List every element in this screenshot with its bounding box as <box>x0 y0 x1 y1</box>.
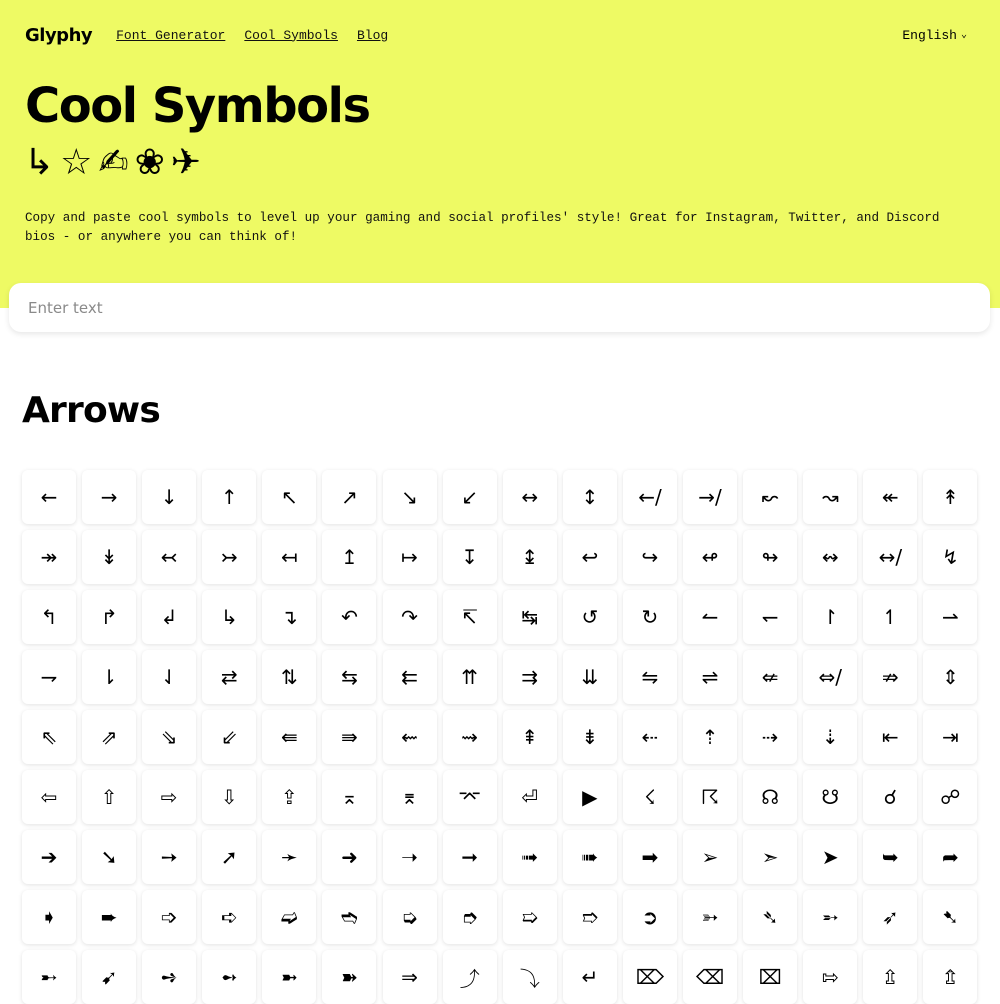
symbol-cell[interactable]: ☋ <box>803 770 857 824</box>
symbol-cell[interactable]: ➬ <box>322 890 376 944</box>
symbol-cell[interactable]: ➔ <box>22 830 76 884</box>
symbol-cell[interactable]: ↲ <box>142 590 196 644</box>
symbol-cell[interactable]: ↻ <box>623 590 677 644</box>
symbol-cell[interactable]: ➼ <box>262 950 316 1004</box>
symbol-cell[interactable]: ⇫ <box>863 950 917 1004</box>
page-description: Copy and paste cool symbols to level up your gaming and social profiles' style! Great for Instagram, Twitter, and Discord bios - or anywhere you can think of! <box>25 211 940 244</box>
symbol-cell[interactable]: ⇁ <box>22 650 76 704</box>
symbol-cell[interactable]: ➦ <box>923 830 977 884</box>
symbol-cell[interactable]: ⇘ <box>142 710 196 764</box>
symbol-cell[interactable]: ↔ <box>503 470 557 524</box>
symbol-cell[interactable]: ⇞ <box>503 710 557 764</box>
symbol-cell[interactable]: ⇄ <box>202 650 256 704</box>
symbol-cell[interactable]: ☊ <box>743 770 797 824</box>
symbol-cell[interactable]: ⇇ <box>383 650 437 704</box>
symbol-cell[interactable]: ↡ <box>82 530 136 584</box>
symbol-cell[interactable]: ➚ <box>202 830 256 884</box>
search-box <box>9 283 990 332</box>
top-nav <box>25 22 967 48</box>
symbol-cell[interactable]: ↕ <box>563 470 617 524</box>
symbol-cell[interactable]: ➠ <box>563 830 617 884</box>
symbol-cell[interactable]: ➵ <box>803 890 857 944</box>
symbol-cell[interactable]: ↦ <box>383 530 437 584</box>
symbol-cell[interactable]: ↧ <box>443 530 497 584</box>
symbol-cell[interactable]: ☇ <box>623 770 677 824</box>
symbol-cell[interactable]: ➽ <box>322 950 376 1004</box>
symbol-cell[interactable]: ⇏ <box>863 650 917 704</box>
symbol-cell[interactable]: ⌅ <box>322 770 376 824</box>
symbol-cell[interactable]: ⌧ <box>743 950 797 1004</box>
symbol-cell[interactable]: ↫ <box>683 530 737 584</box>
symbol-cell[interactable]: ↘ <box>383 470 437 524</box>
symbol-cell[interactable]: ⏎ <box>503 770 557 824</box>
symbol-cell[interactable]: ↿ <box>863 590 917 644</box>
chevron-down-icon: ⌄ <box>960 30 967 41</box>
symbol-cell[interactable]: ← <box>22 470 76 524</box>
symbol-cell[interactable]: ➮ <box>443 890 497 944</box>
nav-link-blog[interactable]: Blog <box>356 27 389 43</box>
symbol-cell[interactable]: ⇋ <box>623 650 677 704</box>
symbol-cell[interactable]: ⇪ <box>262 770 316 824</box>
symbol-cell[interactable]: ➩ <box>142 890 196 944</box>
symbol-cell[interactable]: ➙ <box>142 830 196 884</box>
symbol-grid <box>22 470 977 1004</box>
symbol-cell[interactable]: ↶ <box>322 590 376 644</box>
symbol-cell[interactable]: ↸ <box>443 590 497 644</box>
symbol-cell[interactable]: ⇜ <box>383 710 437 764</box>
symbol-cell[interactable]: ☍ <box>923 770 977 824</box>
symbol-cell[interactable]: ➫ <box>262 890 316 944</box>
logo[interactable]: Glyphy <box>25 24 93 46</box>
symbol-cell[interactable]: ⌆ <box>383 770 437 824</box>
symbol-cell[interactable]: ⇰ <box>803 950 857 1004</box>
symbol-cell[interactable]: ↨ <box>503 530 557 584</box>
symbol-cell[interactable]: ➣ <box>743 830 797 884</box>
symbol-cell[interactable]: ⤴ <box>443 950 497 1004</box>
symbol-cell[interactable]: ⇡ <box>683 710 737 764</box>
symbol-cell[interactable]: ⇬ <box>923 950 977 1004</box>
symbol-cell[interactable]: ☈ <box>683 770 737 824</box>
symbol-cell[interactable]: ➝ <box>383 830 437 884</box>
symbol-cell[interactable]: ➞ <box>443 830 497 884</box>
symbol-cell[interactable]: ➟ <box>503 830 557 884</box>
symbol-cell[interactable]: ⇙ <box>202 710 256 764</box>
symbol-cell[interactable]: ↭ <box>803 530 857 584</box>
symbol-cell[interactable]: ↠ <box>22 530 76 584</box>
symbol-cell[interactable]: ↝ <box>803 470 857 524</box>
symbol-cell[interactable]: ↢ <box>142 530 196 584</box>
symbol-cell[interactable]: ➡ <box>623 830 677 884</box>
symbol-cell[interactable]: ↤ <box>262 530 316 584</box>
symbol-cell[interactable]: ➳ <box>683 890 737 944</box>
symbol-cell[interactable]: ➴ <box>743 890 797 944</box>
symbol-cell[interactable]: ➜ <box>322 830 376 884</box>
symbol-cell[interactable]: ↽ <box>743 590 797 644</box>
symbol-cell[interactable]: ↴ <box>262 590 316 644</box>
symbol-cell[interactable]: ↰ <box>22 590 76 644</box>
symbol-cell[interactable]: ⇔/ <box>803 650 857 704</box>
symbol-cell[interactable]: ➥ <box>863 830 917 884</box>
symbol-cell[interactable]: ⇕ <box>923 650 977 704</box>
symbol-cell[interactable]: ↓ <box>142 470 196 524</box>
symbol-cell[interactable]: ⇥ <box>923 710 977 764</box>
symbol-cell[interactable]: ↔/ <box>863 530 917 584</box>
symbol-cell[interactable]: ▶ <box>563 770 617 824</box>
symbol-cell[interactable]: ↹ <box>503 590 557 644</box>
symbol-cell[interactable]: ⇒ <box>383 950 437 1004</box>
symbol-cell[interactable]: ⇩ <box>202 770 256 824</box>
symbol-cell[interactable]: ↑ <box>202 470 256 524</box>
symbol-cell[interactable]: ➛ <box>262 830 316 884</box>
symbol-cell[interactable]: ↗ <box>322 470 376 524</box>
symbol-cell[interactable]: ↪ <box>623 530 677 584</box>
symbol-cell[interactable]: ➸ <box>22 950 76 1004</box>
symbol-cell[interactable]: ↩ <box>563 530 617 584</box>
symbol-cell[interactable]: ➭ <box>383 890 437 944</box>
symbol-cell[interactable]: ➱ <box>563 890 617 944</box>
symbol-cell[interactable]: ↜ <box>743 470 797 524</box>
language-selector[interactable] <box>902 28 967 43</box>
section-title-arrows: Arrows <box>22 390 160 431</box>
symbol-cell[interactable]: ↬ <box>743 530 797 584</box>
language-label: English <box>902 27 957 43</box>
symbol-cell[interactable]: ↵ <box>563 950 617 1004</box>
symbol-cell[interactable]: ➤ <box>803 830 857 884</box>
symbol-cell[interactable]: ☌ <box>863 770 917 824</box>
symbol-cell[interactable]: ⤵ <box>503 950 557 1004</box>
symbol-cell[interactable]: ↾ <box>803 590 857 644</box>
symbol-cell[interactable]: ↟ <box>923 470 977 524</box>
symbol-cell[interactable]: ⇠ <box>623 710 677 764</box>
symbol-cell[interactable]: ⇃ <box>142 650 196 704</box>
symbol-cell[interactable]: ➹ <box>82 950 136 1004</box>
symbol-cell[interactable]: ↥ <box>322 530 376 584</box>
symbol-cell[interactable]: ➢ <box>683 830 737 884</box>
symbol-cell[interactable]: ↳ <box>202 590 256 644</box>
symbol-cell[interactable]: ⌦ <box>623 950 677 1004</box>
symbol-cell[interactable]: ↷ <box>383 590 437 644</box>
symbol-cell[interactable]: ⇚ <box>262 710 316 764</box>
symbol-cell[interactable]: ↖ <box>262 470 316 524</box>
symbol-cell[interactable]: ⇀ <box>923 590 977 644</box>
symbol-cell[interactable]: ⇂ <box>82 650 136 704</box>
symbol-cell[interactable]: ⇗ <box>82 710 136 764</box>
nav-link-cool-symbols[interactable]: Cool Symbols <box>244 27 338 43</box>
page-title: Cool Symbols <box>25 78 370 134</box>
symbol-cell[interactable]: ⇖ <box>22 710 76 764</box>
symbol-cell[interactable]: ➶ <box>863 890 917 944</box>
symbol-cell[interactable]: ⇨ <box>142 770 196 824</box>
symbol-cell[interactable]: ⇉ <box>503 650 557 704</box>
symbol-cell[interactable]: ⇌ <box>683 650 737 704</box>
symbol-cell[interactable]: ➪ <box>202 890 256 944</box>
symbol-cell[interactable]: ⇟ <box>563 710 617 764</box>
symbol-cell[interactable]: ⇦ <box>22 770 76 824</box>
symbol-cell[interactable]: ←/ <box>623 470 677 524</box>
symbol-cell[interactable]: ⇛ <box>322 710 376 764</box>
symbol-cell[interactable]: ⇆ <box>322 650 376 704</box>
symbol-cell[interactable]: ⇝ <box>443 710 497 764</box>
symbol-cell[interactable]: ⌤ <box>443 770 497 824</box>
symbol-cell[interactable]: → <box>82 470 136 524</box>
search-input[interactable] <box>9 283 968 332</box>
symbol-cell[interactable]: ⇈ <box>443 650 497 704</box>
symbol-cell[interactable]: ⇢ <box>743 710 797 764</box>
symbol-cell[interactable]: ↱ <box>82 590 136 644</box>
nav-link-font-generator[interactable]: Font Generator <box>116 27 226 43</box>
hero-banner <box>0 0 1000 308</box>
symbol-cell[interactable]: ➷ <box>923 890 977 944</box>
symbol-cell[interactable]: ➨ <box>82 890 136 944</box>
symbol-cell[interactable]: ⇧ <box>82 770 136 824</box>
symbol-cell[interactable]: ↺ <box>563 590 617 644</box>
symbol-cell[interactable]: →/ <box>683 470 737 524</box>
symbol-cell[interactable]: ⇤ <box>863 710 917 764</box>
symbol-cell[interactable]: ↞ <box>863 470 917 524</box>
symbol-cell[interactable]: ↙ <box>443 470 497 524</box>
symbol-cell[interactable]: ➯ <box>503 890 557 944</box>
symbol-cell[interactable]: ➲ <box>623 890 677 944</box>
symbol-cell[interactable]: ➘ <box>82 830 136 884</box>
symbol-cell[interactable]: ⌫ <box>683 950 737 1004</box>
symbol-cell[interactable]: ➧ <box>22 890 76 944</box>
symbol-cell[interactable]: ➺ <box>142 950 196 1004</box>
symbol-cell[interactable]: ⇣ <box>803 710 857 764</box>
hero-symbols: ↳☆✍❀✈ <box>24 142 207 183</box>
symbol-cell[interactable]: ➻ <box>202 950 256 1004</box>
symbol-cell[interactable]: ↯ <box>923 530 977 584</box>
symbol-cell[interactable]: ↣ <box>202 530 256 584</box>
symbol-cell[interactable]: ⇅ <box>262 650 316 704</box>
symbol-cell[interactable]: ↼ <box>683 590 737 644</box>
symbol-cell[interactable]: ⇍ <box>743 650 797 704</box>
symbol-cell[interactable]: ⇊ <box>563 650 617 704</box>
